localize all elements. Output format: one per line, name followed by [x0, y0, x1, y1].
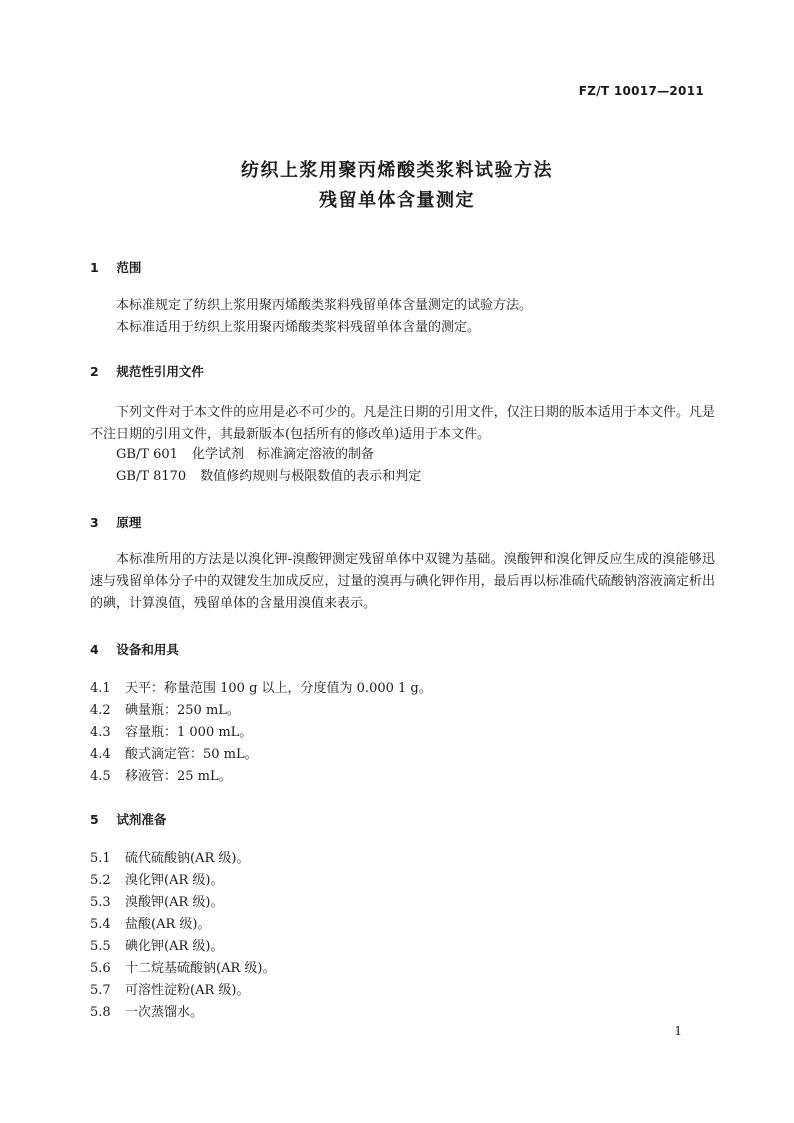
list-item — [90, 892, 223, 914]
item-number: 5.1 — [90, 851, 111, 866]
section-heading-scope — [90, 258, 141, 276]
document-title: 纺织上浆用聚丙烯酸类浆料试验方法 — [241, 160, 553, 181]
list-item — [90, 936, 223, 958]
references-paragraph: 下列文件对于本文件的应用是必不可少的。凡是注日期的引用文件，仅注日期的版本适用于本文件。凡是不注日期的引用文件，其最新版本(包括所有的修改单)适用于本文件。 — [90, 405, 715, 442]
item-text: 溴化钾(AR 级)。 — [125, 873, 224, 888]
item-number: 4.3 — [90, 725, 111, 740]
item-number: 5.7 — [90, 983, 111, 998]
list-item — [90, 848, 249, 870]
section-number: 5 — [90, 812, 99, 827]
section-heading-normative-references — [90, 362, 204, 380]
item-text: 硫代硫酸钠(AR 级)。 — [125, 851, 250, 866]
item-text: 天平：称量范围 100 g 以上，分度值为 0.000 1 g。 — [125, 681, 432, 696]
item-text: 盐酸(AR 级)。 — [125, 917, 211, 932]
principle-paragraph: 本标准所用的方法是以溴化钾-溴酸钾测定残留单体中双键为基础。溴酸钾和溴化钾反应生成的溴能够迅速与残留单体分子中的双键发生加成反应，过量的溴再与碘化钾作用，最后再以标准硫代硫酸钠溶液滴定析出的碘，计算溴值，残留单体的含量用溴值来表示。 — [90, 552, 715, 611]
standard-code: FZ/T 10017—2011 — [578, 84, 704, 98]
list-item — [90, 678, 432, 700]
item-text: 碘量瓶：250 mL。 — [125, 703, 240, 718]
list-item — [90, 914, 210, 936]
scope-paragraph-1: 本标准规定了纺织上浆用聚丙烯酸类浆料残留单体含量测定的试验方法。 — [116, 298, 533, 313]
item-number: 5.6 — [90, 961, 111, 976]
section-title: 规范性引用文件 — [116, 364, 204, 379]
section-heading-equipment — [90, 640, 179, 658]
section-number: 4 — [90, 642, 99, 657]
section-heading-reagents — [90, 810, 166, 828]
section-number: 1 — [90, 260, 99, 275]
item-text: 碘化钾(AR 级)。 — [125, 939, 224, 954]
section-number: 2 — [90, 364, 99, 379]
section-title: 试剂准备 — [116, 812, 167, 827]
item-text: 十二烷基硫酸钠(AR 级)。 — [125, 961, 276, 976]
document-subtitle: 残留单体含量测定 — [319, 190, 475, 211]
item-number: 4.1 — [90, 681, 111, 696]
item-text: 移液管：25 mL。 — [125, 769, 232, 784]
reference-gb-t-601 — [116, 444, 374, 466]
reference-code: GB/T 8170 — [116, 469, 187, 484]
list-item — [90, 958, 275, 980]
reference-code: GB/T 601 — [116, 447, 178, 462]
item-number: 5.4 — [90, 917, 111, 932]
section-title: 原理 — [116, 515, 142, 530]
item-number: 5.5 — [90, 939, 111, 954]
list-item — [90, 744, 258, 766]
item-text: 溴酸钾(AR 级)。 — [125, 895, 224, 910]
item-number: 4.2 — [90, 703, 111, 718]
section-heading-principle — [90, 513, 141, 531]
item-text: 容量瓶：1 000 mL。 — [125, 725, 253, 740]
page-number: 1 — [674, 1024, 682, 1038]
reference-title: 化学试剂 标准滴定溶液的制备 — [191, 447, 374, 462]
item-number: 5.8 — [90, 1005, 111, 1020]
reference-gb-t-8170 — [116, 466, 421, 488]
reference-title: 数值修约规则与极限数值的表示和判定 — [200, 469, 422, 484]
section-title: 范围 — [116, 260, 142, 275]
item-text: 一次蒸馏水。 — [125, 1005, 204, 1020]
item-text: 酸式滴定管：50 mL。 — [125, 747, 258, 762]
item-number: 4.4 — [90, 747, 111, 762]
item-number: 4.5 — [90, 769, 111, 784]
list-item — [90, 766, 232, 788]
list-item — [90, 980, 249, 1002]
list-item — [90, 722, 252, 744]
item-number: 5.3 — [90, 895, 111, 910]
list-item — [90, 870, 223, 892]
scope-paragraph-2: 本标准适用于纺织上浆用聚丙烯酸类浆料残留单体含量的测定。 — [116, 320, 481, 335]
section-title: 设备和用具 — [116, 642, 179, 657]
section-number: 3 — [90, 515, 99, 530]
item-number: 5.2 — [90, 873, 111, 888]
list-item — [90, 1002, 203, 1024]
list-item — [90, 700, 240, 722]
item-text: 可溶性淀粉(AR 级)。 — [125, 983, 250, 998]
